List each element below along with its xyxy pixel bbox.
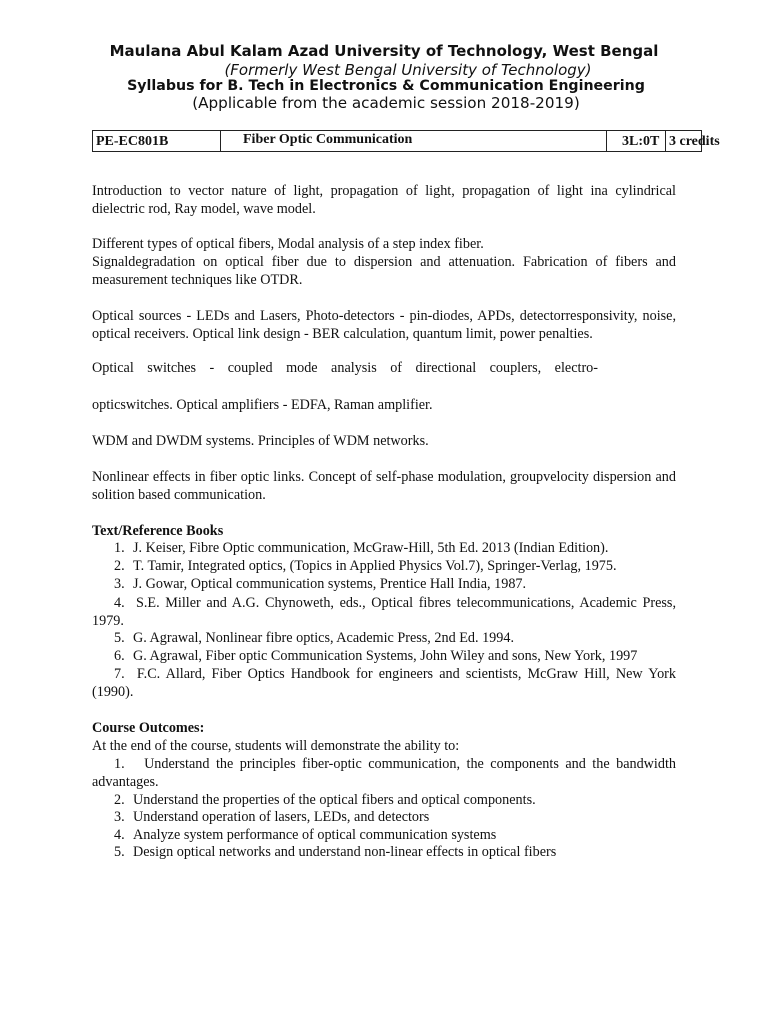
list-number: 5.	[114, 844, 125, 860]
list-text: J. Keiser, Fibre Optic communication, McGraw-Hill, 5th Ed. 2013 (Indian Edition).	[133, 540, 609, 556]
university-name: Maulana Abul Kalam Azad University of Technology, West Bengal	[109, 42, 659, 60]
list-item	[92, 826, 676, 844]
list-text: J. Gowar, Optical communication systems, Prentice Hall India, 1987.	[133, 576, 527, 592]
list-item	[92, 665, 676, 701]
list-text: T. Tamir, Integrated optics, (Topics in Applied Physics Vol.7), Springer-Verlag, 1975.	[133, 558, 617, 574]
list-text: Understand operation of lasers, LEDs, and detectors	[133, 809, 430, 825]
content-paragraph-2b: Signaldegradation on optical fiber due to dispersion and attenuation. Fabrication of fibers and measurement techniques like OTDR.	[92, 254, 676, 288]
list-number: 1.	[114, 756, 125, 772]
list-number: 7.	[114, 666, 125, 682]
former-name: (Formerly West Bengal University of Technology)	[224, 61, 592, 79]
list-number: 4.	[114, 827, 125, 843]
list-item	[92, 575, 676, 593]
list-text: Understand the properties of the optical fibers and optical components.	[133, 792, 536, 808]
content-paragraph-4b: opticswitches. Optical amplifiers - EDFA, Raman amplifier.	[92, 397, 433, 413]
course-title: Fiber Optic Communication	[221, 131, 607, 151]
content-paragraph-1: Introduction to vector nature of light, propagation of light, propagation of light ina cylindrical dielectric rod, Ray model, wave model.	[92, 183, 676, 217]
references-heading: Text/Reference Books	[92, 523, 224, 539]
course-info-table	[92, 130, 720, 152]
content-paragraph-3: Optical sources - LEDs and Lasers, Photo-detectors - pin-diodes, APDs, detectorresponsivity, noise, optical receivers. Optical link design - BER calculation, quantum limit, power penalties.	[92, 308, 676, 342]
list-item	[92, 755, 676, 791]
content-paragraph-6: Nonlinear effects in fiber optic links. Concept of self-phase modulation, groupvelocity dispersion and solition based communication.	[92, 469, 676, 503]
content-paragraph-5: WDM and DWDM systems. Principles of WDM networks.	[92, 433, 429, 449]
course-credits: 3 credits	[669, 134, 720, 149]
list-number: 1.	[114, 540, 125, 556]
session-note: (Applicable from the academic session 2018-2019)	[192, 94, 580, 112]
list-item	[92, 808, 676, 826]
course-code: PE-EC801B	[93, 131, 221, 151]
list-number: 4.	[114, 595, 125, 611]
syllabus-title: Syllabus for B. Tech in Electronics & Communication Engineering	[127, 78, 645, 94]
list-text: Design optical networks and understand non-linear effects in optical fibers	[133, 844, 557, 860]
list-item	[92, 594, 676, 630]
list-item	[92, 629, 676, 647]
list-text: G. Agrawal, Fiber optic Communication Systems, John Wiley and sons, New York, 1997	[133, 648, 638, 664]
list-item	[92, 843, 676, 861]
content-paragraph-4a: Optical switches - coupled mode analysis of directional couplers, electro-	[92, 360, 598, 376]
list-item	[92, 557, 676, 575]
list-item	[92, 539, 676, 557]
list-item	[92, 791, 676, 809]
list-number: 2.	[114, 792, 125, 808]
list-number: 5.	[114, 630, 125, 646]
list-text: F.C. Allard, Fiber Optics Handbook for engineers and scientists, McGraw Hill, New York (1990).	[92, 666, 677, 700]
list-text: S.E. Miller and A.G. Chynoweth, eds., Optical fibres telecommunications, Academic Press, 1979.	[92, 595, 676, 629]
list-number: 3.	[114, 809, 125, 825]
list-text: G. Agrawal, Nonlinear fibre optics, Academic Press, 2nd Ed. 1994.	[133, 630, 515, 646]
list-item	[92, 647, 676, 665]
list-number: 6.	[114, 648, 125, 664]
content-paragraph-2a: Different types of optical fibers, Modal analysis of a step index fiber.	[92, 236, 484, 252]
course-structure: 3L:0T	[607, 131, 666, 151]
list-text: Analyze system performance of optical communication systems	[133, 827, 497, 843]
list-number: 3.	[114, 576, 125, 592]
list-text: Understand the principles fiber-optic communication, the components and the bandwidth advantages.	[92, 756, 676, 790]
outcomes-heading: Course Outcomes:	[92, 720, 205, 736]
outcomes-intro: At the end of the course, students will demonstrate the ability to:	[92, 738, 460, 754]
list-number: 2.	[114, 558, 125, 574]
